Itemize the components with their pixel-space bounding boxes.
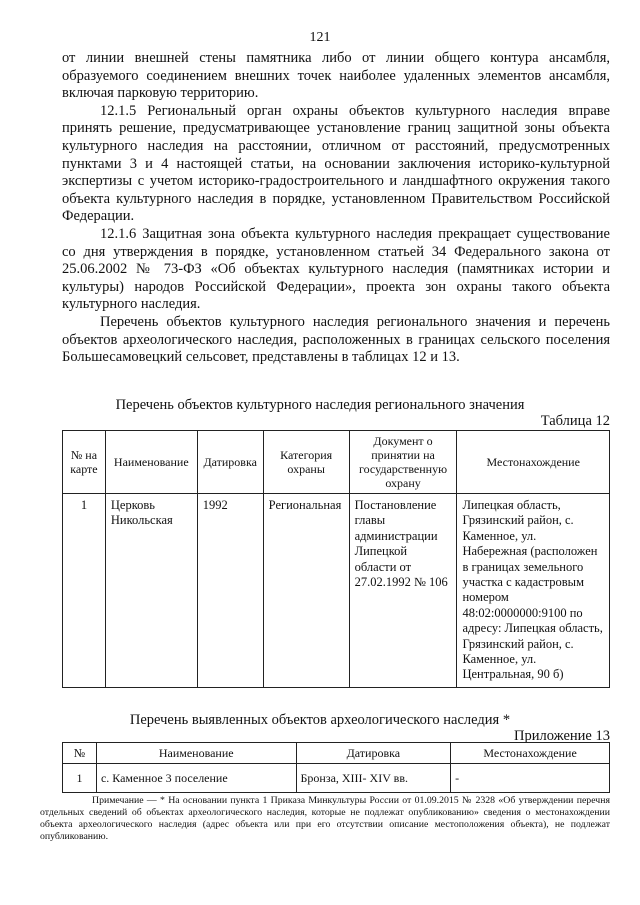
column-header: Датировка — [197, 431, 263, 494]
column-header: Категория охраны — [263, 431, 349, 494]
paragraph: 12.1.6 Защитная зона объекта культурного наследия прекращает существование со дня утверждения в порядке, установленном статьей 34 Федерального закона от 25.06.2002 № 73-ФЗ «Об объектах культурного наследия (памятниках истории и культуры) народов Российской Федерации», проекта зон охраны такого объекта культурного наследия. — [62, 225, 610, 313]
table-header-row — [63, 431, 610, 494]
paragraph: 12.1.5 Региональный орган охраны объектов культурного наследия вправе принять решение, предусматривающее установление границ защитной зоны объекта культурного наследия на расстоянии, отличном от расстояний, предусмотренных пунктами 3 и 4 настоящей статьи, на основании заключения историко-культурной экспертизы с учетом историко-градостроительного и ландшафтного окружения такого объекта культурного наследия в порядке, установленном Правительством Российской Федерации. — [62, 102, 610, 225]
table-12-caption: Перечень объектов культурного наследия регионального значения — [115, 397, 525, 413]
table-cell: Церковь Никольская — [105, 494, 197, 688]
table-cell: - — [451, 764, 610, 793]
paragraph: Перечень объектов культурного наследия регионального значения и перечень объектов археологического наследия, расположенных в границах сельского поселения Большесамовецкий сельсовет, представлены в таблицах 12 и 13. — [62, 313, 610, 366]
table-cell: Региональная — [263, 494, 349, 688]
column-header: Наименование — [105, 431, 197, 494]
column-header: Документ о принятии на государственную охрану — [349, 431, 457, 494]
body-text — [62, 50, 610, 367]
table-row — [63, 764, 610, 793]
column-header: Местонахождение — [451, 743, 610, 764]
table-12 — [62, 430, 610, 688]
column-header: Наименование — [96, 743, 296, 764]
table-cell: 1 — [63, 494, 106, 688]
column-header: Местонахождение — [457, 431, 610, 494]
table-cell: Липецкая область, Грязинский район, с. Каменное, ул. Набережная (расположен в границах земельного участка с кадастровым номером 48:02:0000000:9100 по адресу: Липецкая область, Грязинский район, с. Каменное, ул. Центральная, 90 б) — [457, 494, 610, 688]
page-number: 121 — [309, 30, 331, 45]
table-header-row — [63, 743, 610, 764]
column-header: № — [63, 743, 97, 764]
table-cell: с. Каменное 3 поселение — [96, 764, 296, 793]
table-cell: Бронза, XIII- XIV вв. — [296, 764, 451, 793]
table-13-caption: Перечень выявленных объектов археологического наследия * — [129, 712, 511, 728]
footnote — [40, 795, 610, 843]
table-cell: Постановление главы администрации Липецкой области от 27.02.1992 № 106 — [349, 494, 457, 688]
table-13 — [62, 742, 610, 793]
footnote-text: Примечание — * На основании пункта 1 Приказа Минкультуры России от 01.09.2015 № 2328 «Об утверждении перечня отдельных сведений об объектах археологического наследия, которые не подлежат опубликованию» сведения о местонахождении объекта археологического наследия (адрес объекта или при его отсутствии описание местоположения объекта), не подлежат опубликованию. — [40, 795, 610, 842]
table-cell: 1992 — [197, 494, 263, 688]
column-header: Датировка — [296, 743, 451, 764]
table-13-number: Приложение 13 — [514, 728, 610, 744]
table-row — [63, 494, 610, 688]
paragraph: от линии внешней стены памятника либо от линии общего контура ансамбля, образуемого соединением внешних точек наиболее удаленных элементов ансамбля, включая парковую территорию. — [62, 50, 610, 102]
table-cell: 1 — [63, 764, 97, 793]
column-header: № на карте — [63, 431, 106, 494]
table-12-number: Таблица 12 — [540, 413, 610, 429]
